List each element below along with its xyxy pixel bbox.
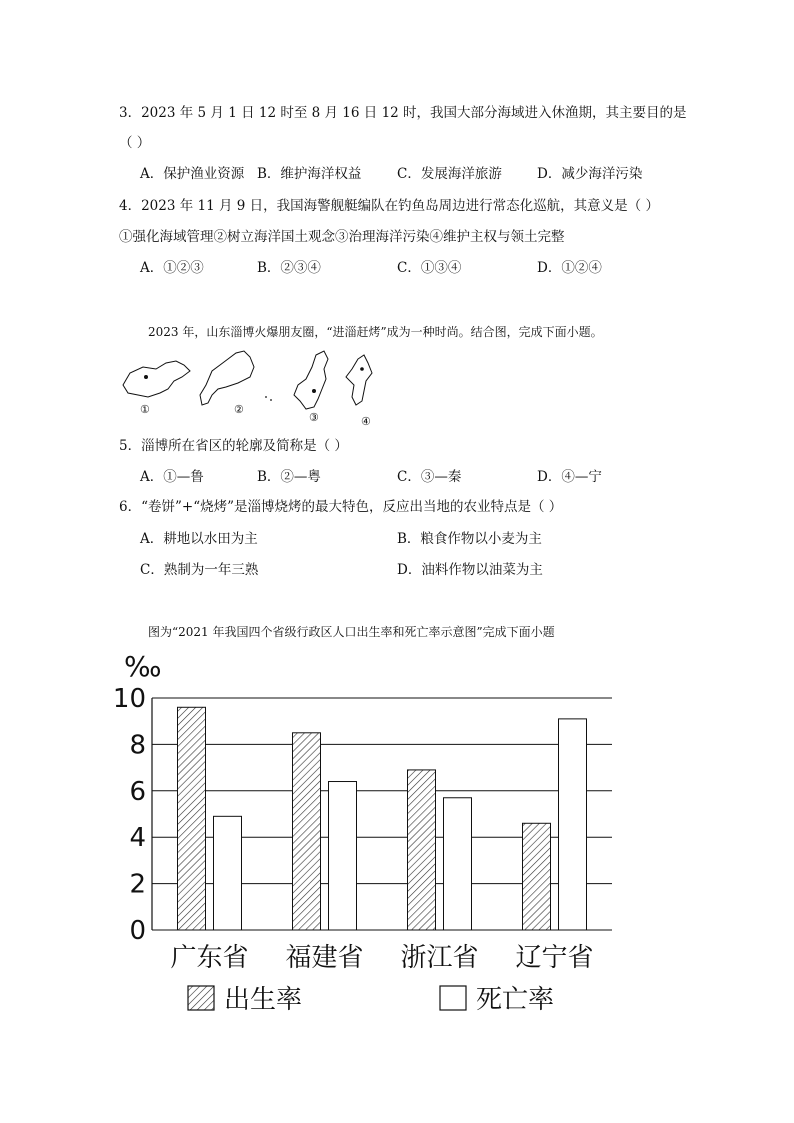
bar-birth-0 (178, 707, 206, 930)
q3-option-d: D．减少海洋污染 (537, 166, 643, 182)
y-tick-label: 8 (129, 730, 146, 761)
y-tick-label: 0 (129, 916, 146, 946)
q3-option-a: A．保护渔业资源 (140, 166, 245, 182)
x-category-label: 广东省 (170, 943, 249, 973)
q5-option-d: D．④—宁 (537, 469, 602, 485)
x-category-label: 辽宁省 (515, 943, 594, 973)
map-outline-3 (294, 351, 328, 409)
province-outline-maps (118, 345, 388, 425)
q3-option-c: C．发展海洋旅游 (397, 166, 502, 182)
x-category-label: 福建省 (285, 943, 364, 973)
q4-option-c: C．①③④ (397, 260, 462, 276)
y-unit-label: ‰ (124, 650, 162, 683)
bar-death-0 (214, 816, 242, 930)
map-label-2: ② (234, 403, 244, 416)
q6-option-a: A．耕地以水田为主 (140, 531, 258, 547)
q3-stem: 3．2023 年 5 月 1 日 12 时至 8 月 16 日 12 时，我国大部分海域进入休渔期，其主要目的是 (119, 105, 687, 121)
q4-option-d: D．①②④ (537, 260, 602, 276)
y-tick-label: 4 (129, 823, 146, 854)
q6-option-b: B．粮食作物以小麦为主 (397, 531, 542, 547)
intro-zibo: 2023 年，山东淄博火爆朋友圈，“进淄赶烤”成为一种时尚。结合图，完成下面小题。 (148, 325, 603, 339)
q5-stem: 5．淄博所在省区的轮廓及简称是（ ） (119, 438, 348, 454)
x-category-label: 浙江省 (400, 943, 479, 973)
birth-death-rate-chart (100, 640, 660, 1030)
map-dot-2a (265, 396, 267, 398)
q4-stem: 4．2023 年 11 月 9 日，我国海警舰艇编队在钓鱼岛周边进行常态化巡航，其意义是（ ） (119, 198, 659, 214)
map-dot-1 (144, 375, 148, 379)
y-tick-label: 2 (129, 869, 146, 900)
q5-option-a: A．①—鲁 (140, 469, 204, 485)
map-dot-4 (360, 367, 364, 371)
q4-option-b: B．②③④ (257, 260, 321, 276)
bar-birth-3 (523, 823, 551, 930)
map-outline-1 (123, 361, 190, 397)
map-label-4: ④ (361, 415, 371, 428)
legend-label-death: 死亡率 (476, 985, 555, 1015)
map-label-1: ① (140, 403, 150, 416)
map-outline-2 (200, 351, 254, 405)
legend-swatch-birth (188, 986, 214, 1010)
y-tick-label: 10 (112, 684, 146, 714)
bar-death-1 (329, 782, 357, 930)
bar-birth-1 (293, 733, 321, 930)
q3-option-b: B．维护海洋权益 (257, 166, 362, 182)
intro-chart: 图为“2021 年我国四个省级行政区人口出生率和死亡率示意图”完成下面小题 (148, 625, 555, 639)
legend-label-birth: 出生率 (224, 985, 303, 1015)
bar-death-3 (559, 719, 587, 930)
y-tick-label: 6 (129, 776, 146, 807)
q4-statements: ①强化海域管理②树立海洋国土观念③治理海洋污染④维护主权与领土完整 (119, 229, 565, 245)
map-label-3: ③ (309, 411, 319, 424)
map-dot-2b (270, 399, 272, 401)
bar-birth-2 (408, 770, 436, 930)
legend-swatch-death (440, 986, 466, 1010)
q5-option-c: C．③—秦 (397, 469, 462, 485)
q4-option-a: A．①②③ (140, 260, 204, 276)
q5-option-b: B．②—粤 (257, 469, 321, 485)
q6-option-d: D．油料作物以油菜为主 (397, 562, 543, 578)
map-dot-3 (312, 389, 316, 393)
q6-option-c: C．熟制为一年三熟 (140, 562, 259, 578)
q3-answer-paren: （ ） (119, 135, 151, 151)
bar-death-2 (444, 798, 472, 930)
q6-stem: 6．“卷饼”+“烧烤”是淄博烧烤的最大特色，反应出当地的农业特点是（ ） (119, 499, 563, 515)
map-outline-4 (346, 355, 372, 405)
